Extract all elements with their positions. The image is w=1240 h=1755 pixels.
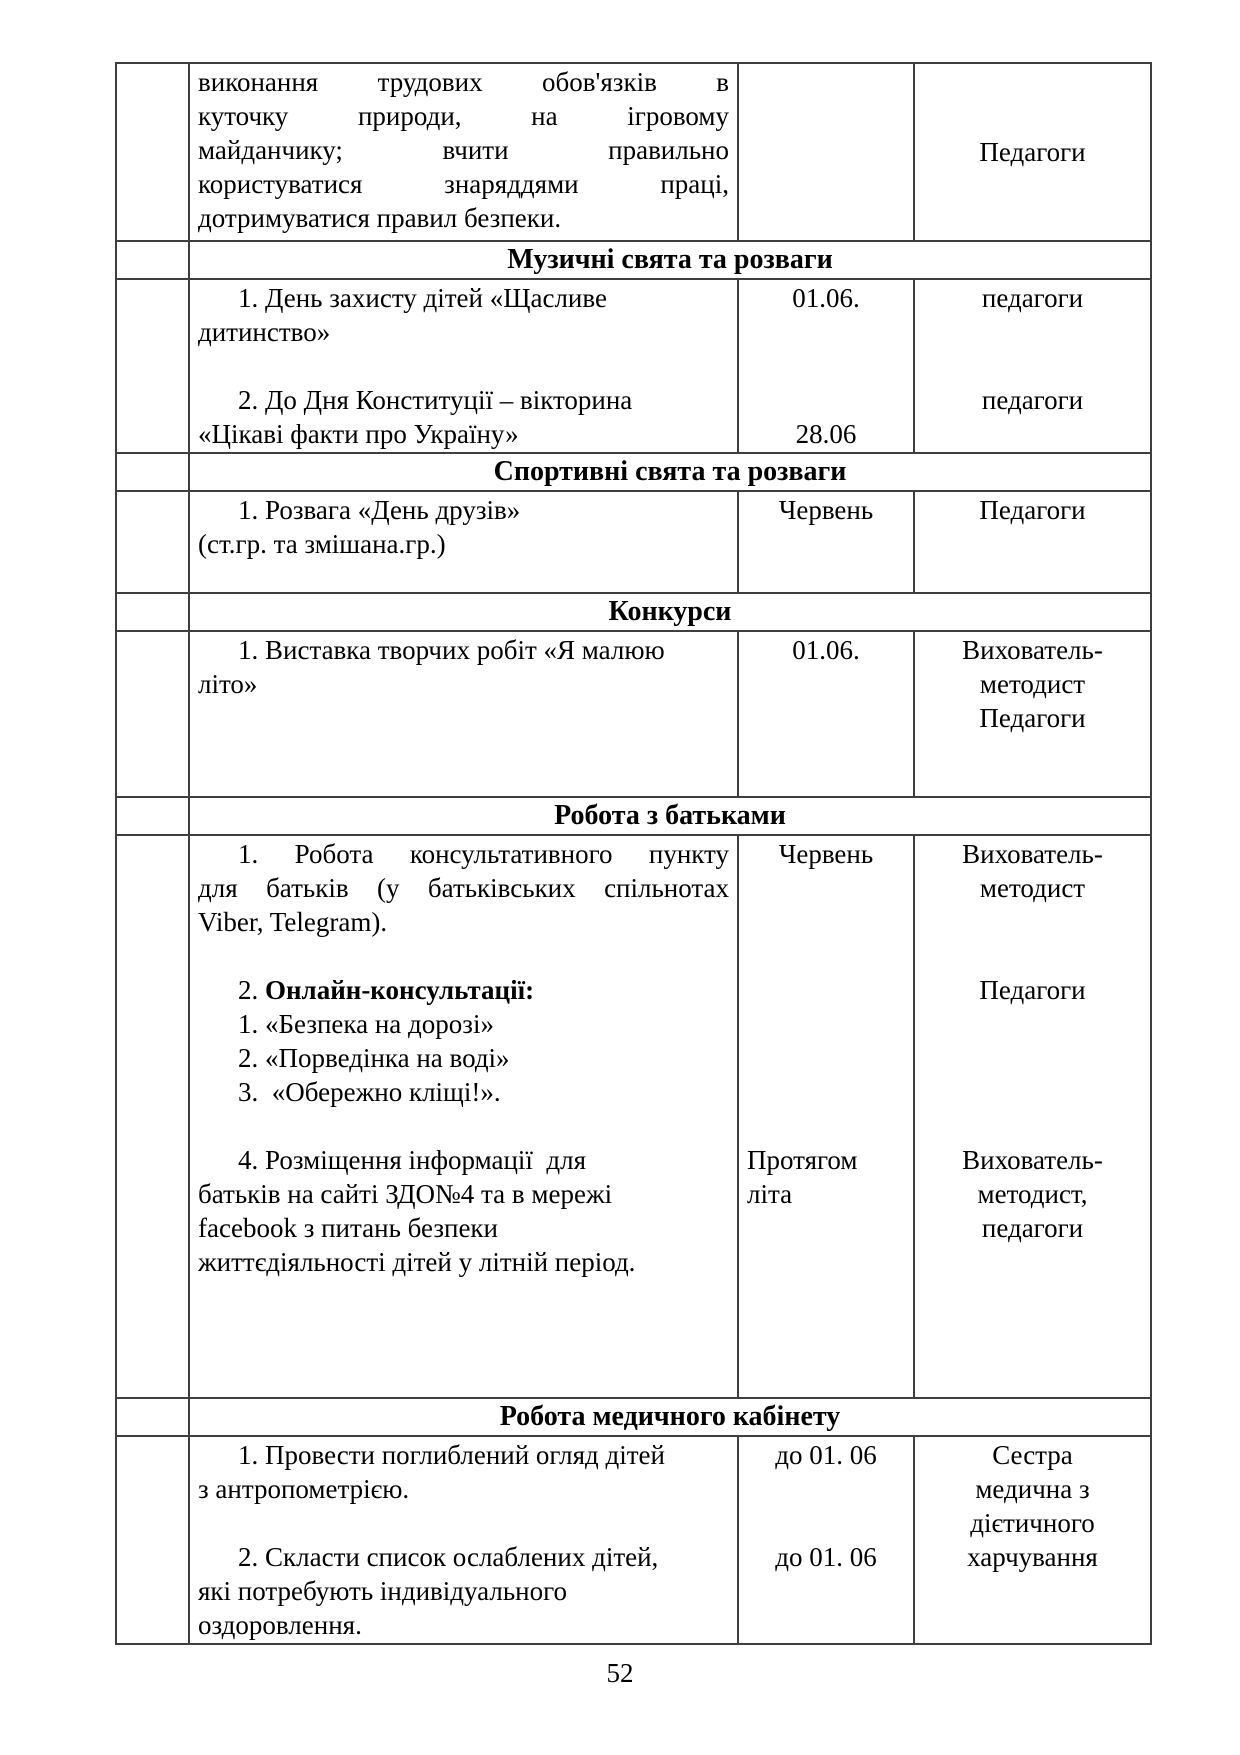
cell-number [116,631,189,797]
text-line: куточку природи, на ігровому [198,101,729,131]
cell-activity [189,491,738,593]
text-line: facebook з питань безпеки [198,1213,498,1243]
text-line: «Цікаві факти про Україну» [198,419,519,449]
text-line [923,1041,1142,1075]
text-line [747,1075,905,1109]
text-line [747,871,905,905]
cell-number [116,797,189,835]
cell-date [738,631,914,797]
text-line [198,349,729,383]
text-line [198,973,729,1007]
section-medical-office [116,1398,1151,1436]
text-line: життєдіяльності дітей у літній період. [198,1247,636,1277]
text-line [747,1007,905,1041]
text-line [923,1007,1142,1041]
text-line: Педагоги [979,975,1086,1005]
row-medical-office-items [116,1436,1151,1644]
text-line [747,973,905,1007]
text-line: оздоровлення. [198,1610,362,1640]
text-line: літа [747,1179,793,1209]
cell-activity [189,631,738,797]
row-contests-items [116,631,1151,797]
cell-date [738,835,914,1398]
text-line: літо» [198,669,258,699]
row-labor-duties-continued [116,63,1151,241]
text-line: методист, [977,1179,1088,1209]
text-line: педагоги [981,283,1084,313]
text-line [747,905,905,939]
cell-date [738,1436,914,1644]
text-line: 1. День захисту дітей «Щасливе [238,283,607,313]
text-line: Протягом [747,1145,858,1175]
page-number: 52 [606,1658,634,1688]
text-line [198,1506,729,1540]
text-line [923,1109,1142,1143]
section-title-cell [189,797,1151,835]
text-line: педагоги [981,385,1084,415]
cell-date [738,279,914,453]
text-line [923,1075,1142,1109]
cell-activity [189,279,738,453]
plan-table [115,62,1152,1645]
text-line: 1. Виставка творчих робіт «Я малюю [238,635,665,665]
text-line: 28.06 [795,419,857,449]
text-segment: 2. [238,975,265,1005]
section-sport-holidays [116,453,1151,491]
text-line: Червень [778,495,874,525]
text-line: 2. До Дня Конституції – вікторина [238,385,633,415]
text-line: Педагоги [979,137,1086,167]
cell-number [116,491,189,593]
text-line: які потребують індивідуального [198,1576,568,1606]
text-line: 01.06. [792,635,860,665]
section-title: Музичні свята та розваги [507,244,833,275]
section-music-holidays [116,241,1151,279]
text-line [198,1109,729,1143]
text-line: Viber, Telegram). [198,907,388,937]
cell-responsible [914,631,1151,797]
row-parents-work-items [116,835,1151,1398]
cell-activity [189,835,738,1398]
text-line: 1. Провести поглиблений огляд дітей [238,1440,665,1470]
text-line: харчування [967,1542,1098,1572]
text-line [923,939,1142,973]
text-line: користуватися знаряддями праці, [198,169,729,199]
section-title-cell [189,593,1151,631]
text-line: методист [979,669,1086,699]
text-line [923,905,1142,939]
cell-date [738,491,914,593]
text-line: 1. Робота консультативного пункту [238,839,729,869]
text-line: Вихователь- [962,839,1103,869]
text-line: педагоги [981,1213,1084,1243]
cell-number [116,1436,189,1644]
section-title: Конкурси [608,596,732,627]
table-body [116,63,1151,1644]
cell-activity [189,63,738,241]
text-line: дієтичного [970,1508,1095,1538]
text-line [747,1109,905,1143]
section-title: Робота медичного кабінету [499,1401,841,1432]
text-line: Вихователь- [962,1145,1103,1175]
text-line: майданчику; вчити правильно [198,135,729,165]
cell-date [738,63,914,241]
text-line: виконання трудових обов'язків в [198,67,729,97]
text-line: 1. Розвага «День друзів» [238,495,521,525]
text-line [747,1472,905,1506]
text-line: 4. Розміщення інформації для [238,1145,587,1175]
section-contests [116,593,1151,631]
text-line: Червень [778,839,874,869]
text-line: Педагоги [979,703,1086,733]
row-sport-holidays-items [116,491,1151,593]
text-line [198,939,729,973]
section-title-cell [189,1398,1151,1436]
cell-activity [189,1436,738,1644]
text-line [747,1041,905,1075]
cell-number [116,593,189,631]
text-line: батьків на сайті ЗДО№4 та в мережі [198,1179,613,1209]
text-line: дитинство» [198,317,331,347]
text-line [747,349,905,383]
text-line: дотримуватися правил безпеки. [198,203,562,233]
text-line: Педагоги [979,495,1086,525]
cell-number [116,279,189,453]
section-title-cell [189,241,1151,279]
text-line [747,939,905,973]
cell-number [116,1398,189,1436]
section-title: Спортивні свята та розваги [493,456,847,487]
text-line: 3. «Обережно кліщі!». [238,1077,501,1107]
text-line [747,1506,905,1540]
cell-responsible [914,1436,1151,1644]
text-line [747,383,905,417]
text-line: 2. Скласти список ослаблених дітей, [238,1542,659,1572]
cell-responsible [914,279,1151,453]
text-line: 1. «Безпека на дорозі» [238,1009,494,1039]
text-line: методист [979,873,1086,903]
text-line [747,315,905,349]
text-line: 01.06. [792,283,860,313]
cell-responsible [914,63,1151,241]
section-parents-work [116,797,1151,835]
text-line: до 01. 06 [775,1542,877,1572]
cell-responsible [914,835,1151,1398]
text-line: з антропометрією. [198,1474,410,1504]
text-line: медична з [975,1474,1090,1504]
cell-number [116,453,189,491]
cell-responsible [914,491,1151,593]
text-line [923,349,1142,383]
text-line: Вихователь- [962,635,1103,665]
text-line: (ст.гр. та змішана.гр.) [198,529,446,559]
text-line: до 01. 06 [775,1440,877,1470]
cell-number [116,241,189,279]
section-title-cell [189,453,1151,491]
row-music-holidays-items [116,279,1151,453]
text-line: 2. «Порведінка на воді» [238,1043,510,1073]
text-line: для батьків (у батьківських спільнотах [198,873,729,903]
bold-text-segment: Онлайн-консультації: [265,975,535,1005]
section-title: Робота з батьками [554,800,786,831]
text-line: Сестра [992,1440,1073,1470]
cell-number [116,63,189,241]
text-line [923,315,1142,349]
cell-number [116,835,189,1398]
